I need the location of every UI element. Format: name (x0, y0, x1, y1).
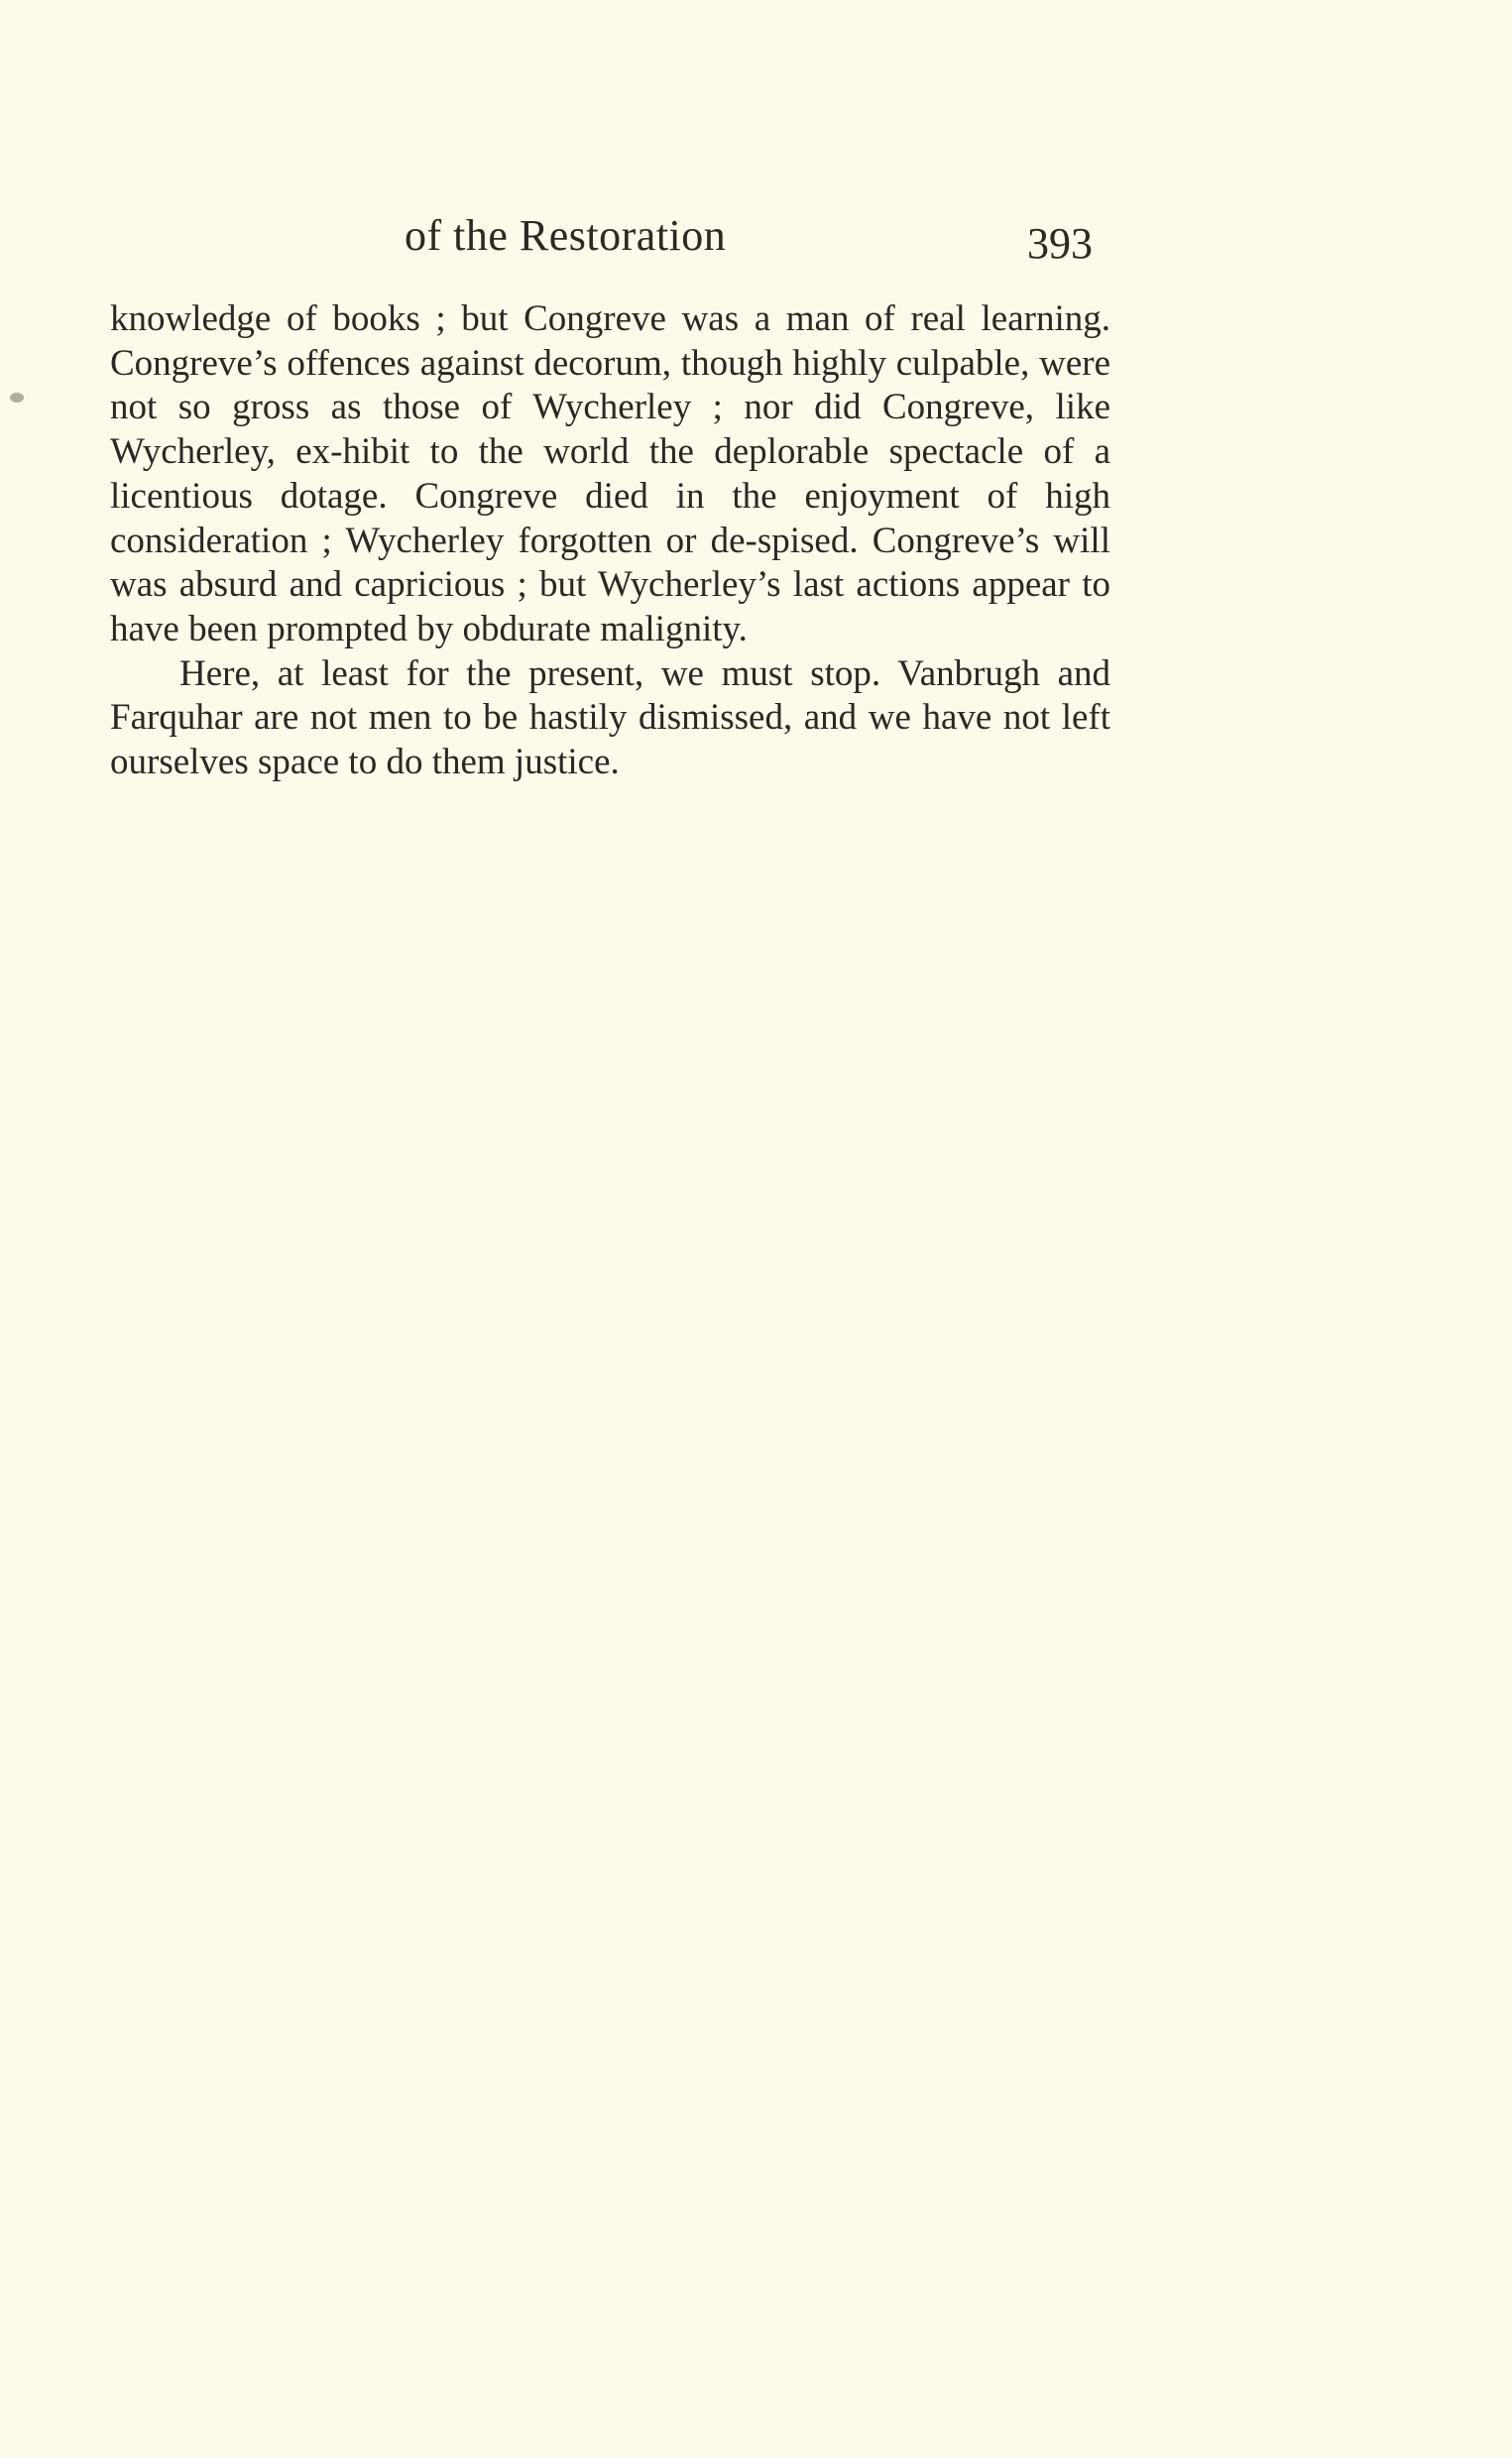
margin-ink-mark (10, 393, 24, 403)
paragraph-congreve-wycherley: knowledge of books ; but Congreve was a man of real learning. Congreve’s offences against decorum, though highly culpable, were not so gross as those of Wycherley ; nor did Congreve, like Wycherley, ex-hibit to the world the deplorable spectacle of a licentious dotage. Congreve died in the enjoyment of high consideration ; Wycherley forgotten or de-spised. Congreve’s will was absurd and capricious ; but Wycherley’s last actions appear to have been prompted by obdurate malignity. (110, 298, 1110, 649)
body-text (110, 297, 1110, 785)
running-head: of the Restoration (405, 211, 727, 260)
paragraph-conclusion: Here, at least for the present, we must stop. Vanbrugh and Farquhar are not men to be hastily dismissed, and we have not left ourselves space to do them justice. (110, 652, 1110, 783)
page-number: 393 (1027, 219, 1093, 268)
